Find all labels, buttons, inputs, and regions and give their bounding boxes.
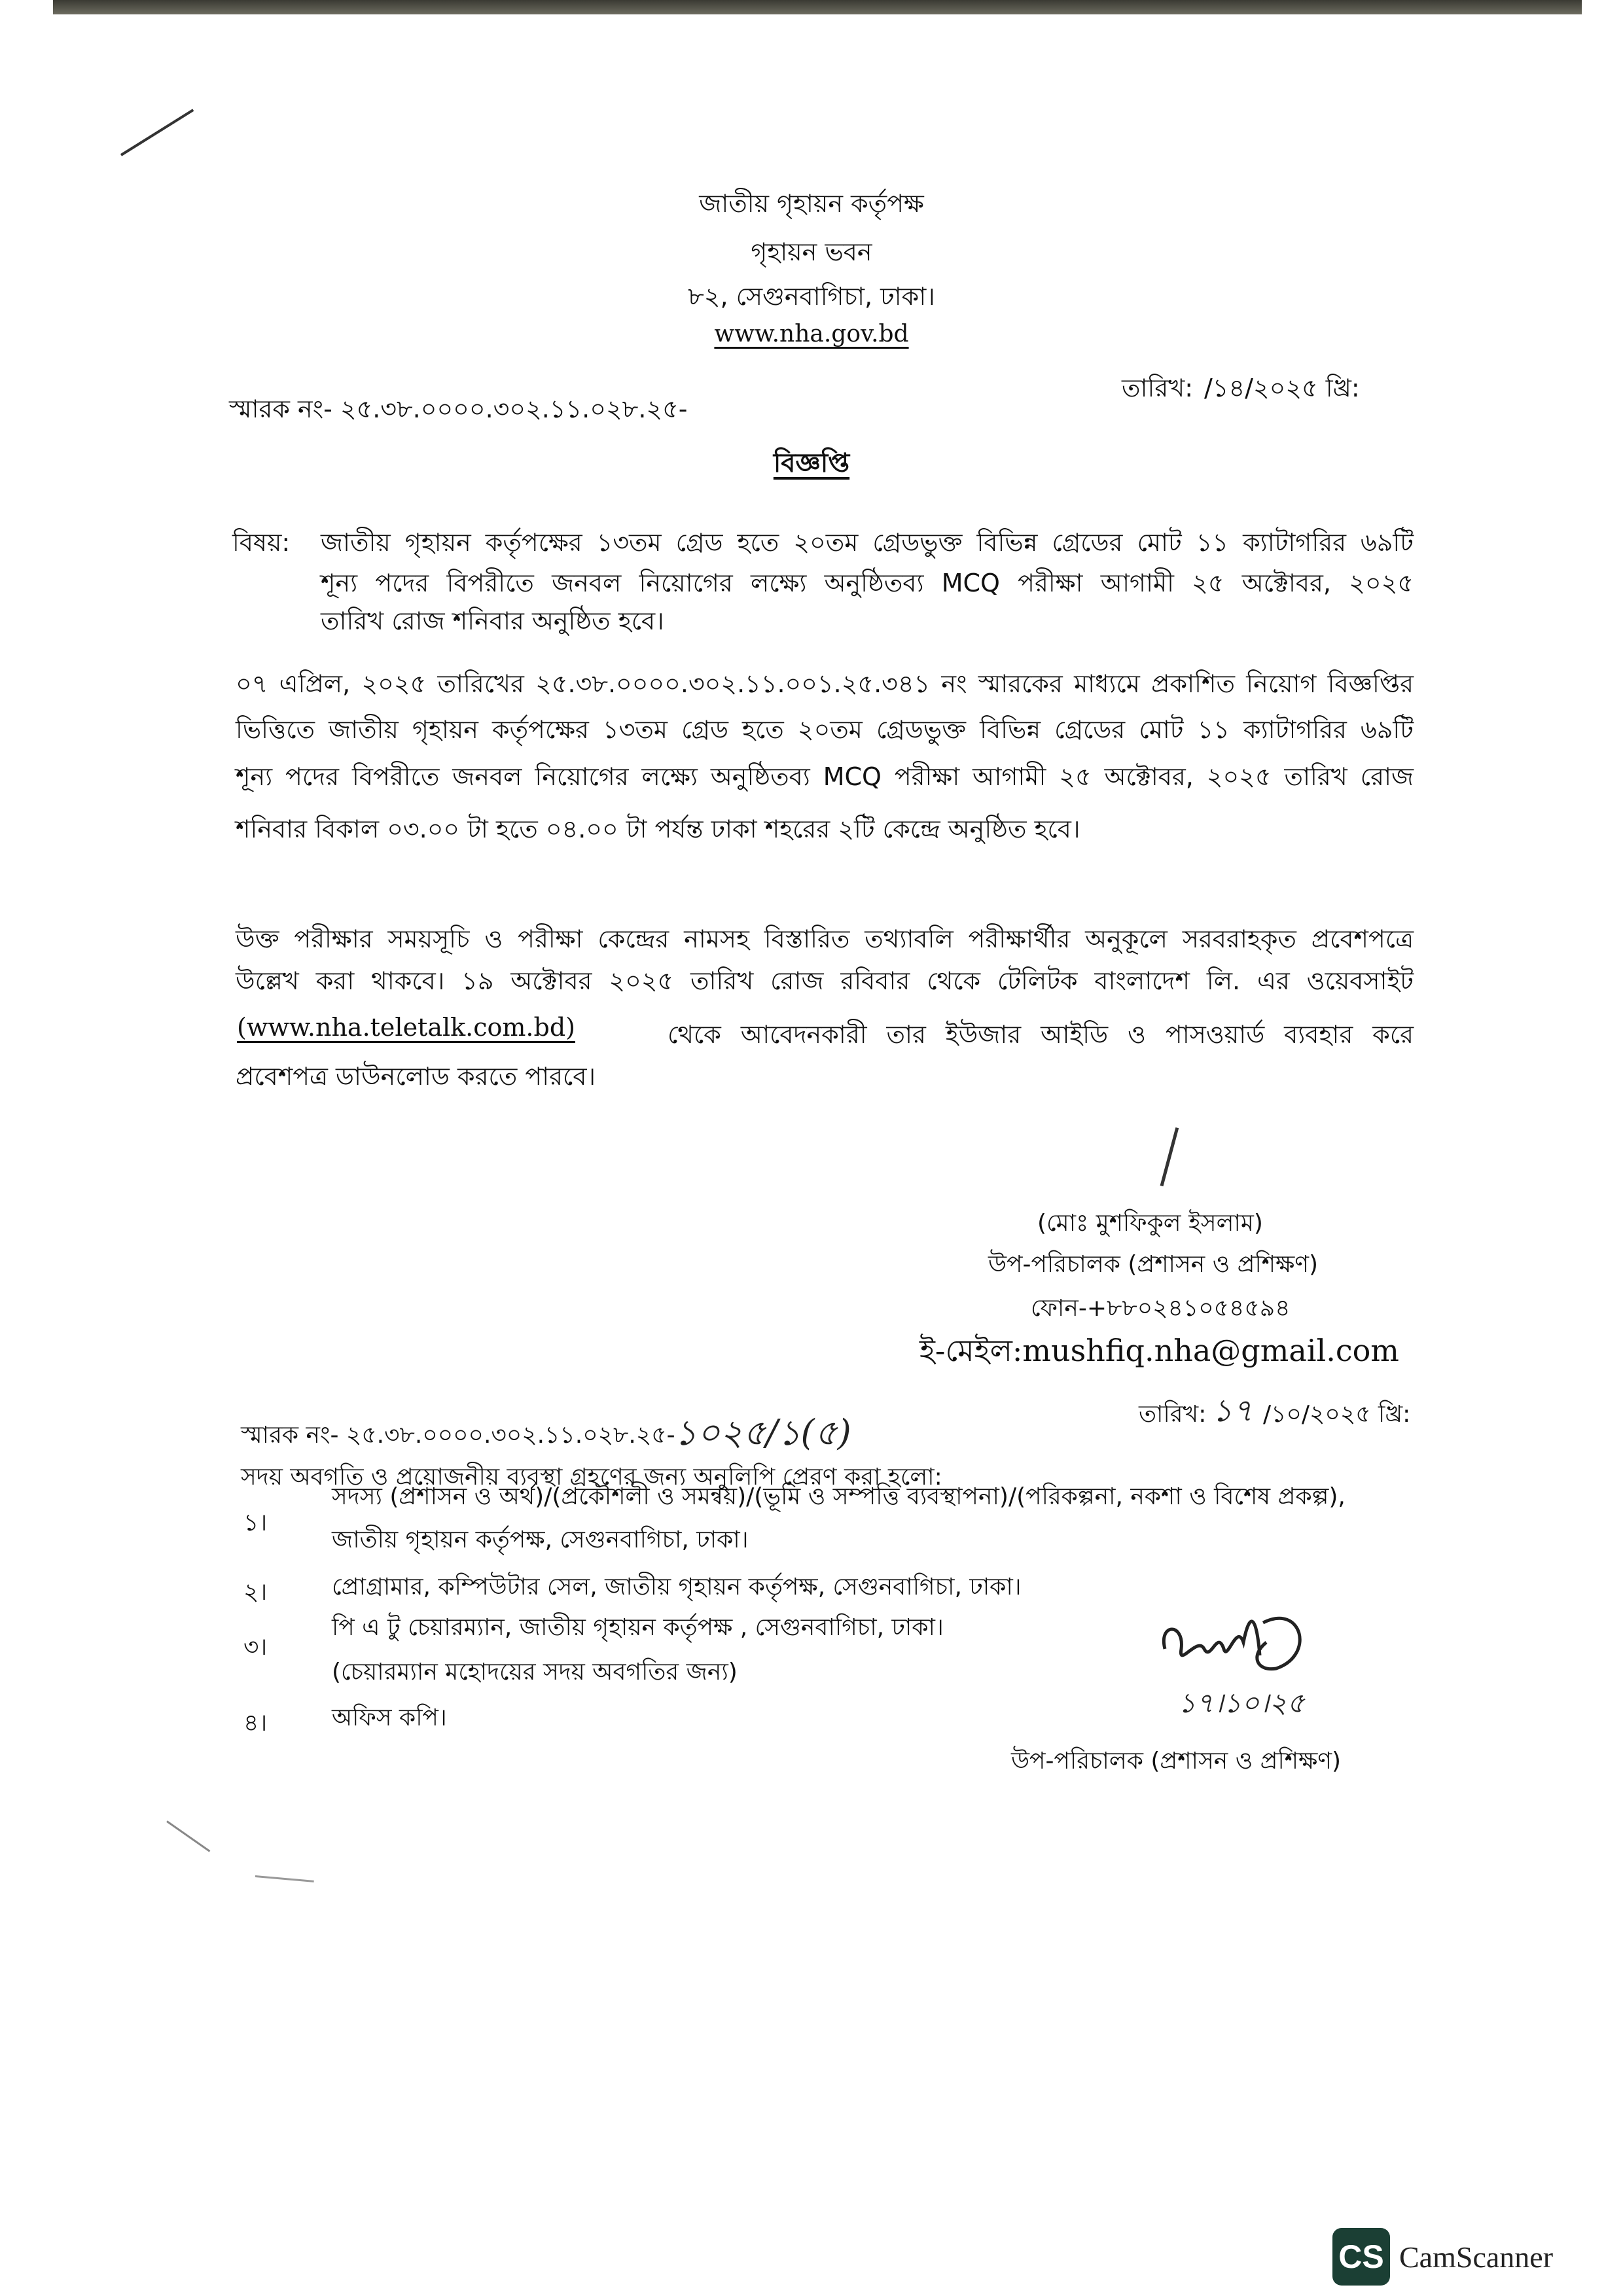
scan-edge	[53, 0, 1582, 14]
address: ৮২, সেগুনবাগিচা, ঢাকা।	[688, 282, 935, 311]
subject-line: জাতীয় গৃহায়ন কর্তৃপক্ষের ১৩তম গ্রেড হতে ২০তম গ্রেডভুক্ত বিভিন্ন গ্রেডের মোট ১১ ক্যাটাগরির ৬৯টি	[321, 528, 1414, 557]
copy-intro: সদয় অবগতি ও প্রয়োজনীয় ব্যবস্থা গ্রহণের জন্য অনুলিপি প্রেরণ করা হলো:	[241, 1464, 942, 1491]
signatory-phone: ফোন-+৮৮০২৪১০৫৪৫৯৪	[1031, 1295, 1291, 1322]
copy-date-label: তারিখ:	[1139, 1401, 1207, 1428]
pen-mark	[120, 109, 194, 156]
copy-item-line: প্রোগ্রামার, কম্পিউটার সেল, জাতীয় গৃহায়ন কর্তৃপক্ষ, সেগুনবাগিচা, ঢাকা।	[332, 1574, 1022, 1600]
paragraph2-line: থেকে আবেদনকারী তার ইউজার আইডি ও পাসওয়ার্ড ব্যবহার করে	[668, 1020, 1414, 1049]
copy-item-line: অফিস কপি।	[332, 1704, 447, 1731]
copy-memo-ref: স্মারক নং- ২৫.৩৮.০০০০.৩০২.১১.০২৮.২৫-	[241, 1422, 675, 1449]
copy-item-number: ৩।	[243, 1634, 268, 1661]
teletalk-link[interactable]: (www.nha.teletalk.com.bd)	[237, 1013, 575, 1042]
camscanner-text: CamScanner	[1399, 2240, 1554, 2274]
copy-date-rest: /১০/২০২৫ খ্রি:	[1263, 1401, 1411, 1428]
copy-item-number: ২।	[243, 1579, 268, 1606]
date-value: /১৪/২০২৫ খ্রি:	[1204, 374, 1360, 402]
copy-item-number: ১।	[243, 1510, 268, 1536]
signature-stroke	[1160, 1127, 1179, 1186]
camscanner-logo-icon: CS	[1332, 2228, 1390, 2286]
signatory-name: (মোঃ মুশফিকুল ইসলাম)	[1037, 1210, 1263, 1237]
paragraph2-line: উল্লেখ করা থাকবে। ১৯ অক্টোবর ২০২৫ তারিখ রোজ রবিবার থেকে টেলিটক বাংলাদেশ লি. এর ওয়েবসাইট	[236, 966, 1414, 995]
signature-date: ১৭।১০।২৫	[1178, 1687, 1305, 1719]
subject-label: বিষয়:	[232, 528, 291, 557]
paragraph1-line: ভিত্তিতে জাতীয় গৃহায়ন কর্তৃপক্ষের ১৩তম গ্রেড হতে ২০তম গ্রেডভুক্ত বিভিন্ন গ্রেডের মোট ১১ ক্যাটাগরির ৬৯টি	[236, 715, 1414, 744]
subject-line: তারিখ রোজ শনিবার অনুষ্ঠিত হবে।	[321, 607, 664, 635]
signature	[1152, 1597, 1322, 1688]
copy-item-line: (চেয়ারম্যান মহোদয়ের সদয় অবগতির জন্য)	[332, 1659, 738, 1686]
copy-item-line: পি এ টু চেয়ারম্যান, জাতীয় গৃহায়ন কর্তৃপক্ষ , সেগুনবাগিচা, ঢাকা।	[332, 1614, 944, 1641]
pen-mark	[166, 1820, 210, 1852]
notice-title: বিজ্ঞপ্তি	[773, 448, 850, 478]
paragraph1-line: শূন্য পদের বিপরীতে জনবল নিয়োগের লক্ষ্যে অনুষ্ঠিতব্য MCQ পরীক্ষা আগামী ২৫ অক্টোবর, ২০২৫ তারিখ রোজ	[236, 762, 1414, 791]
copy-designation: উপ-পরিচালক (প্রশাসন ও প্রশিক্ষণ)	[1011, 1748, 1342, 1775]
copy-item-line: সদস্য (প্রশাসন ও অর্থ)/(প্রকৌশলী ও সমন্বয়)/(ভূমি ও সম্পত্তি ব্যবস্থাপনা)/(পরিকল্পনা, নকশা ও বিশেষ প্রকল্প),	[332, 1483, 1346, 1510]
copy-date-handwritten: ১৭	[1212, 1392, 1253, 1429]
copy-item-number: ৪।	[243, 1710, 268, 1737]
subject-line: শূন্য পদের বিপরীতে জনবল নিয়োগের লক্ষ্যে অনুষ্ঠিতব্য MCQ পরীক্ষা আগামী ২৫ অক্টোবর, ২০২৫	[321, 569, 1414, 597]
website-link[interactable]: www.nha.gov.bd	[714, 321, 909, 347]
signatory-designation: উপ-পরিচালক (প্রশাসন ও প্রশিক্ষণ)	[988, 1251, 1319, 1278]
org-name: জাতীয় গৃহায়ন কর্তৃপক্ষ	[699, 189, 924, 218]
date-label: তারিখ:	[1122, 374, 1194, 402]
paragraph1-line: ০৭ এপ্রিল, ২০২৫ তারিখের ২৫.৩৮.০০০০.৩০২.১১.০০১.২৫.৩৪১ নং স্মারকের মাধ্যমে প্রকাশিত নিয়োগ বিজ্ঞপ্তির	[236, 669, 1414, 698]
paragraph2-line: উক্ত পরীক্ষার সময়সূচি ও পরীক্ষা কেন্দ্রের নামসহ বিস্তারিত তথ্যাবলি পরীক্ষার্থীর অনুকূলে সরবরাহকৃত প্রবেশপত্রে	[236, 925, 1414, 953]
memo-ref: স্মারক নং- ২৫.৩৮.০০০০.৩০২.১১.০২৮.২৫-	[229, 395, 688, 423]
building-name: গৃহায়ন ভবন	[751, 238, 872, 266]
copy-item-line: জাতীয় গৃহায়ন কর্তৃপক্ষ, সেগুনবাগিচা, ঢাকা।	[332, 1527, 749, 1553]
pen-mark	[255, 1875, 314, 1882]
paragraph2-line: প্রবেশপত্র ডাউনলোড করতে পারবে।	[236, 1062, 596, 1091]
camscanner-watermark	[1332, 2228, 1553, 2286]
copy-memo-handwritten: ১০২৫/১(৫)	[674, 1412, 851, 1453]
signatory-email: ই-মেইল:mushfiq.nha@gmail.com	[919, 1333, 1399, 1368]
paragraph1-line: শনিবার বিকাল ০৩.০০ টা হতে ০৪.০০ টা পর্যন্ত ঢাকা শহরের ২টি কেন্দ্রে অনুষ্ঠিত হবে।	[236, 815, 1080, 843]
